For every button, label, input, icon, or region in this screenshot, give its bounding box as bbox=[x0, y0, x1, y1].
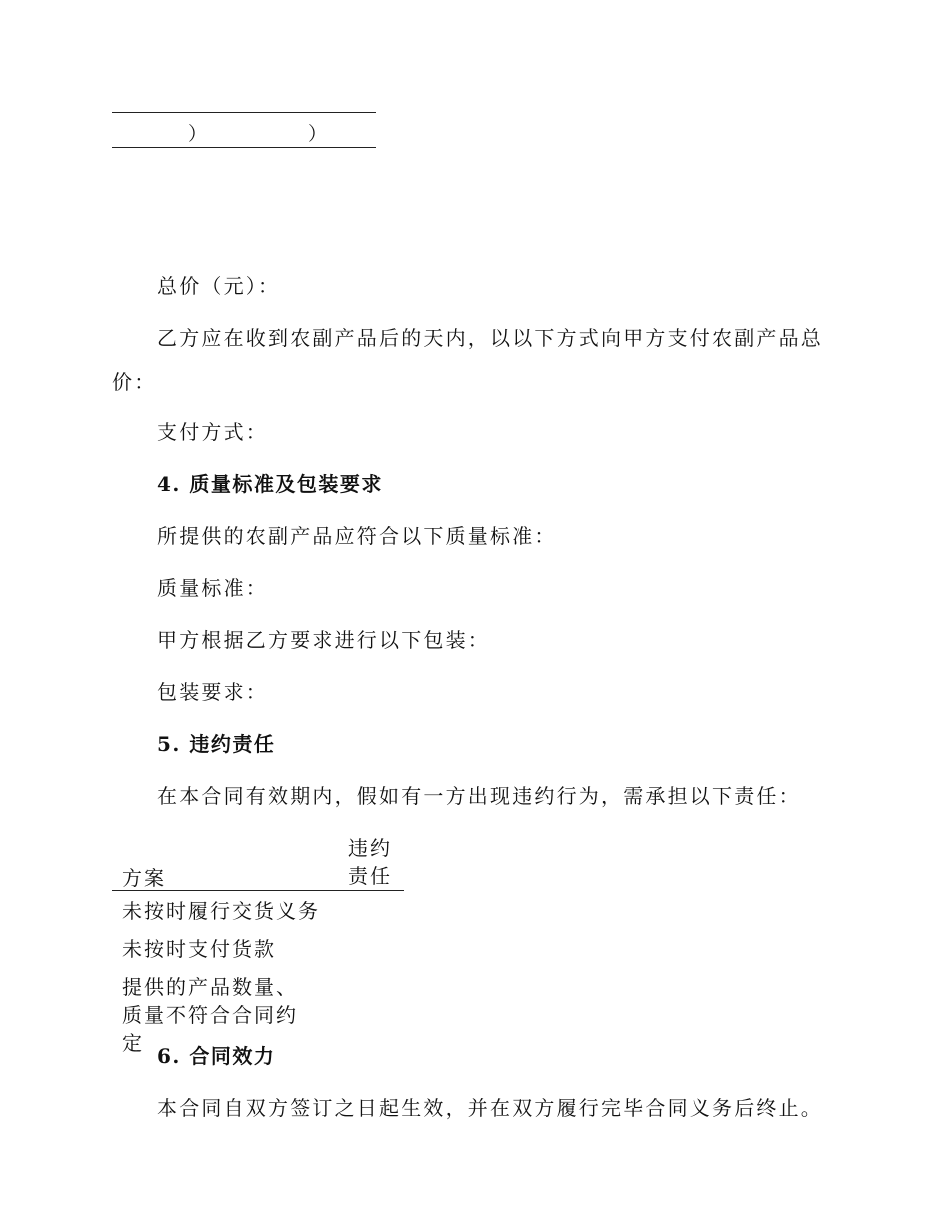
breach-intro: 在本合同有效期内，假如有一方出现违约行为，需承担以下责任： bbox=[157, 784, 801, 808]
table-row: 未按时履行交货义务 bbox=[122, 899, 320, 923]
column-header-plan: 方案 bbox=[122, 866, 166, 890]
section-6-heading: 6. 合同效力 bbox=[157, 1044, 276, 1068]
partial-table bbox=[112, 112, 376, 148]
column-header-liability: 违约责任 bbox=[348, 836, 392, 888]
payment-terms-line1: 乙方应在收到农副产品后的天内，以以下方式向甲方支付农副产品总 bbox=[157, 326, 823, 350]
table-header bbox=[112, 830, 404, 891]
section-4-heading: 4. 质量标准及包装要求 bbox=[157, 472, 383, 496]
section-5-heading: 5. 违约责任 bbox=[157, 732, 276, 756]
table-row: 未按时支付货款 bbox=[122, 937, 276, 961]
total-price-label: 总价（元）： bbox=[157, 274, 281, 298]
table-cell: ） bbox=[308, 123, 328, 145]
quality-intro: 所提供的农副产品应符合以下质量标准： bbox=[157, 524, 557, 548]
quality-standard-label: 质量标准： bbox=[157, 576, 268, 600]
packaging-requirement-label: 包装要求： bbox=[157, 680, 268, 704]
table-cell: ） bbox=[188, 123, 208, 145]
effectiveness-clause: 本合同自双方签订之日起生效，并在双方履行完毕合同义务后终止。 bbox=[157, 1096, 823, 1120]
packaging-intro: 甲方根据乙方要求进行以下包装： bbox=[157, 628, 490, 652]
payment-method-label: 支付方式： bbox=[157, 420, 268, 444]
payment-terms-line2: 价： bbox=[112, 370, 157, 394]
breach-table bbox=[112, 830, 404, 1057]
table-row: 提供的产品数量、质量不符合合同约定 bbox=[122, 975, 298, 1055]
